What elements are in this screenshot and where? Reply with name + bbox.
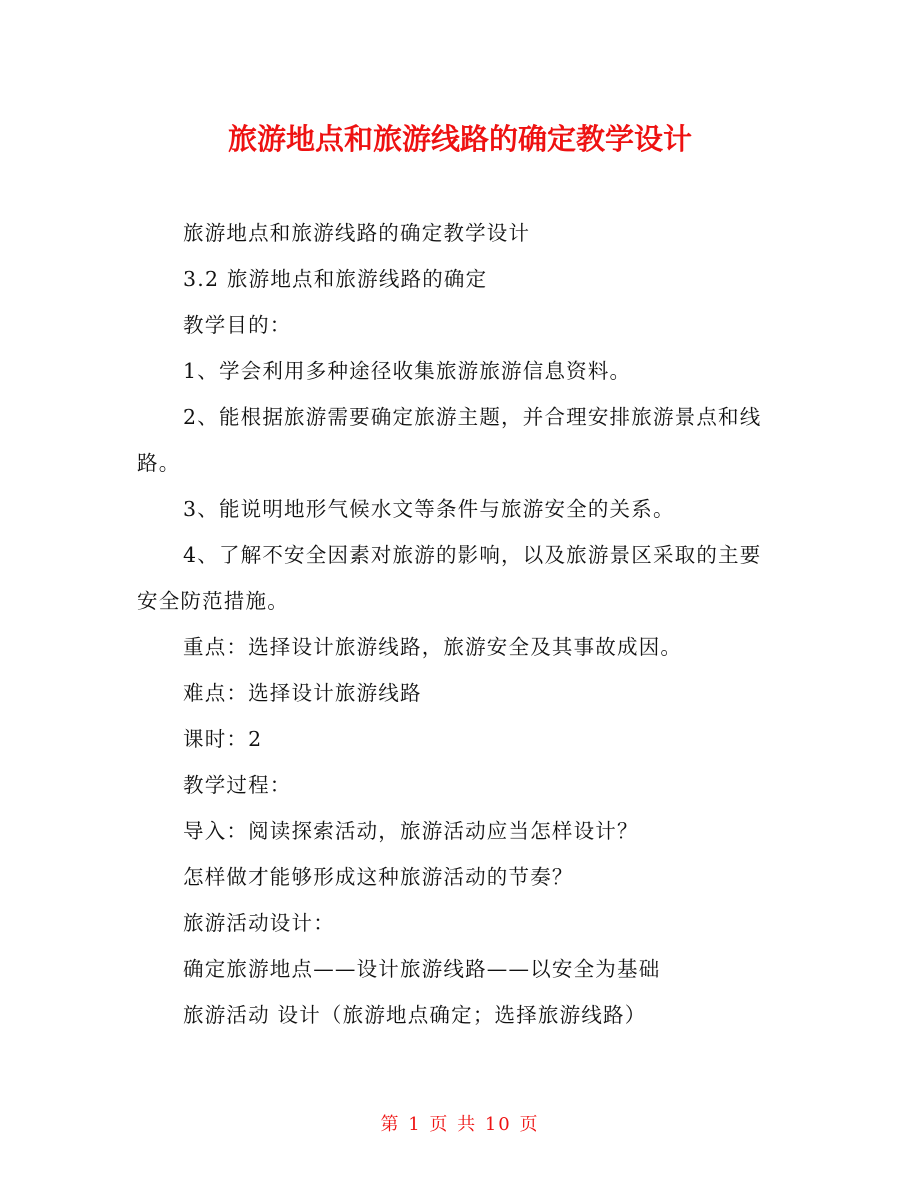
document-body (137, 210, 777, 1038)
paragraph-intro-title: 旅游地点和旅游线路的确定教学设计 (183, 221, 531, 245)
paragraph-design-flow: 确定旅游地点——设计旅游线路——以安全为基础 (183, 957, 661, 981)
paragraph-objective-4: 4、了解不安全因素对旅游的影响，以及旅游景区采取的主要安全防范措施。 (137, 543, 762, 613)
paragraph-section-heading: 3.2 旅游地点和旅游线路的确定 (183, 267, 488, 291)
paragraph-class-hours: 课时：2 (183, 727, 263, 751)
paragraph-objective-2: 2、能根据旅游需要确定旅游主题，并合理安排旅游景点和线路。 (137, 405, 762, 475)
paragraph-rhythm-question: 怎样做才能够形成这种旅游活动的节奏？ (183, 865, 574, 889)
paragraph-objectives-label: 教学目的： (183, 313, 292, 337)
paragraph-activity-design-label: 旅游活动设计： (183, 911, 335, 935)
paragraph-objective-1: 1、学会利用多种途径收集旅游旅游信息资料。 (183, 359, 632, 383)
page-number-footer: 第 1 页 共 10 页 (380, 1114, 540, 1135)
document-title: 旅游地点和旅游线路的确定教学设计 (227, 122, 692, 156)
paragraph-introduction: 导入：阅读探索活动，旅游活动应当怎样设计？ (183, 819, 639, 843)
paragraph-process-label: 教学过程： (183, 773, 292, 797)
paragraph-activity-design: 旅游活动 设计（旅游地点确定；选择旅游线路） (183, 1003, 647, 1027)
paragraph-objective-3: 3、能说明地形气候水文等条件与旅游安全的关系。 (183, 497, 675, 521)
paragraph-key-points: 重点：选择设计旅游线路，旅游安全及其事故成因。 (183, 635, 683, 659)
paragraph-difficulties: 难点：选择设计旅游线路 (183, 681, 422, 705)
